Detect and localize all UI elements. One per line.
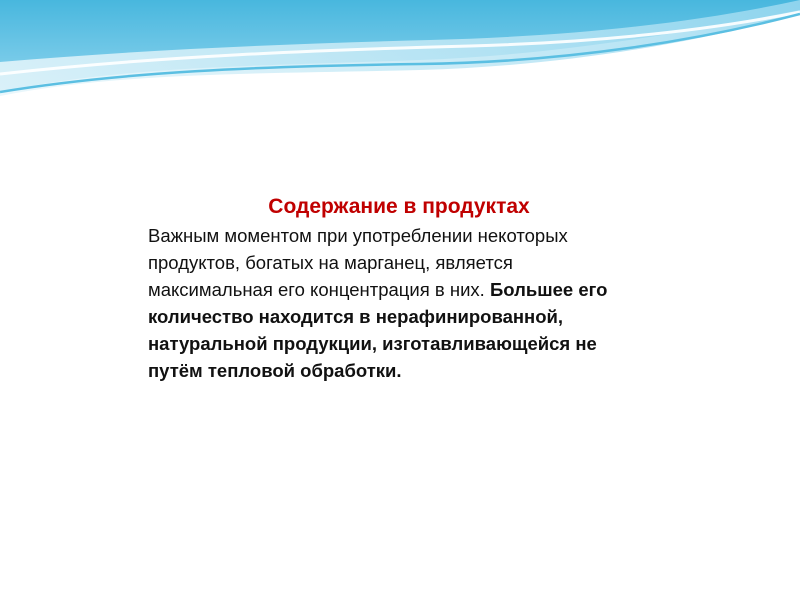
slide-paragraph <box>148 222 628 384</box>
slide-title: Содержание в продуктах <box>268 195 530 218</box>
paragraph-bold-text: Большее его количество находится в нерафинированной, натуральной продукции, изготавливающейся не путём тепловой обработки. <box>148 279 608 381</box>
wave-header-decoration <box>0 0 800 130</box>
paragraph-regular-text: Важным моментом при употреблении некоторых продуктов, богатых на марганец, является максимальная его концентрация в них. <box>148 225 568 300</box>
text-block <box>148 192 628 384</box>
